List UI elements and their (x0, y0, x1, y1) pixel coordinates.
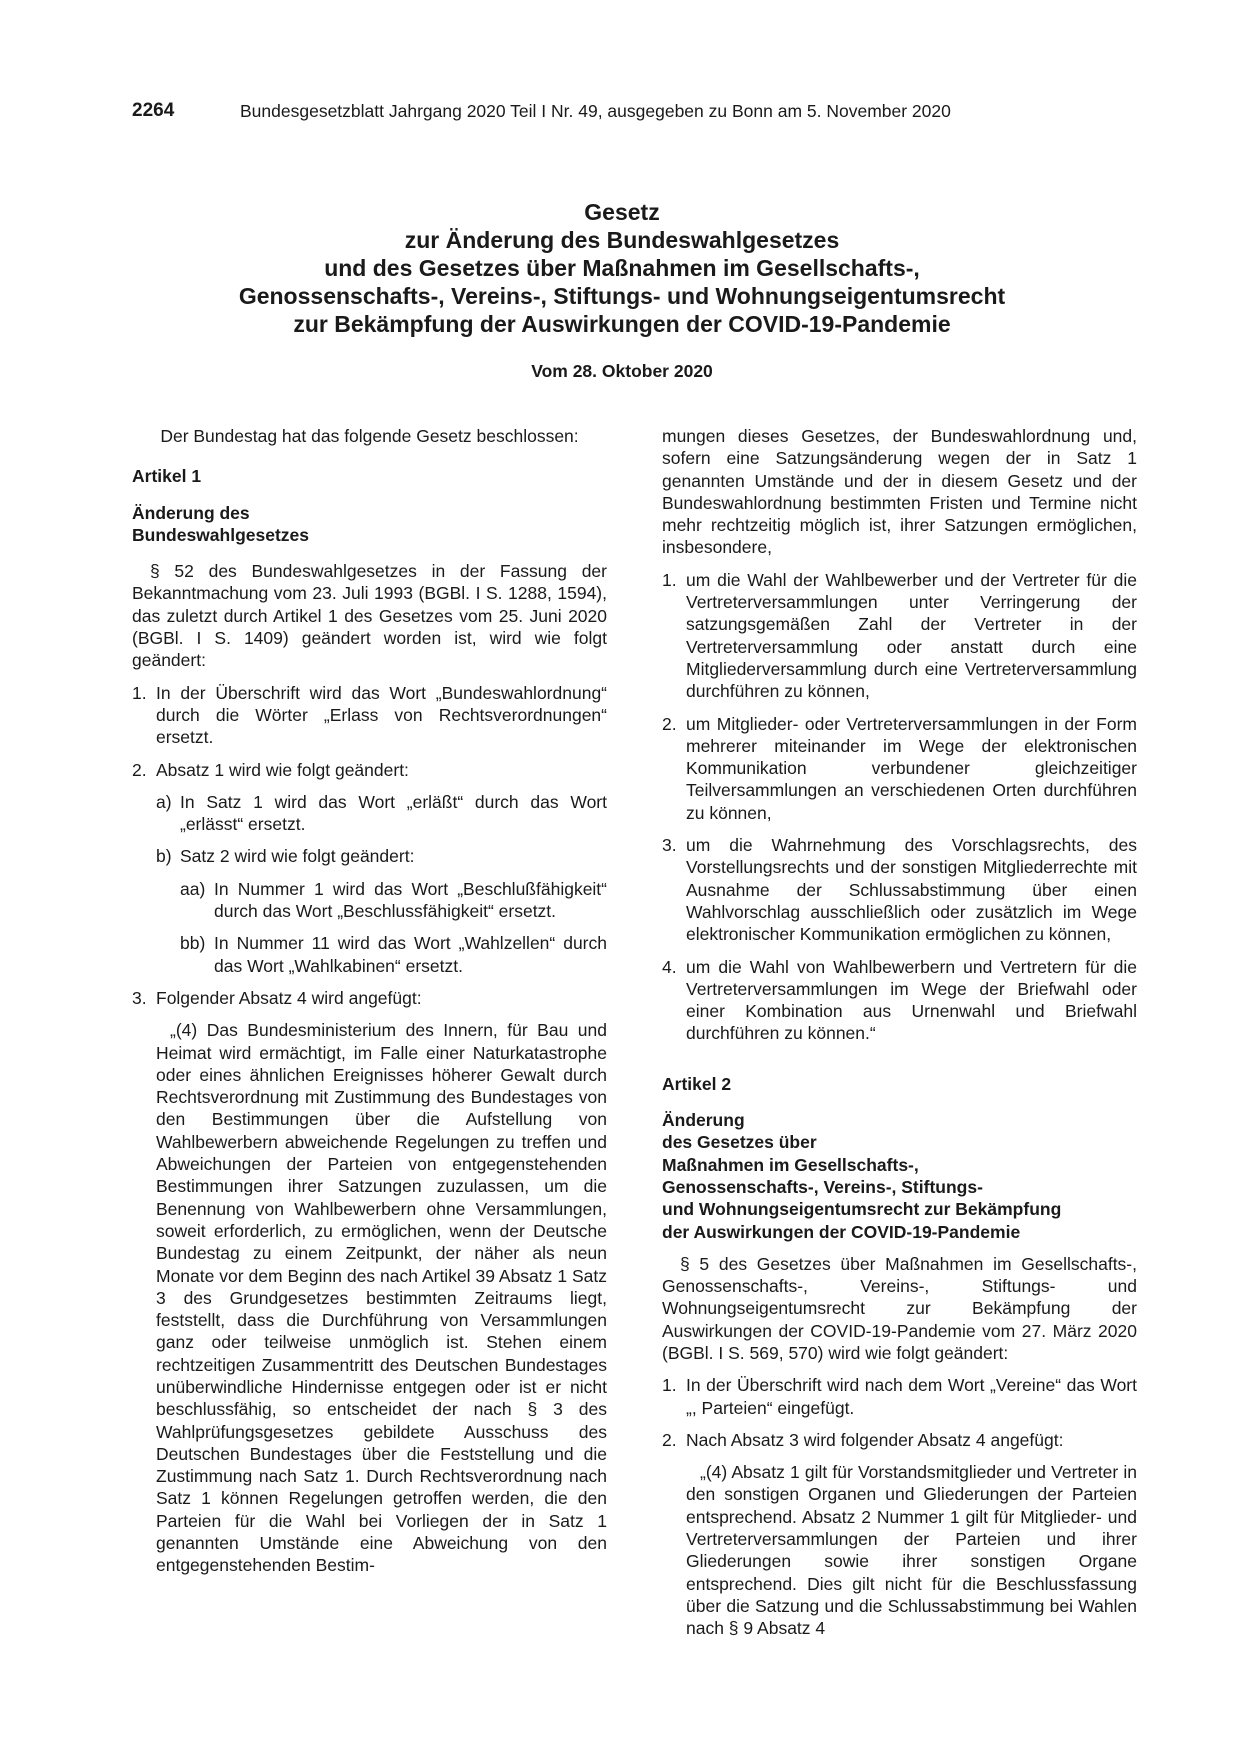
list-item (132, 878, 607, 923)
list-item (132, 845, 607, 867)
article-2-intro: § 5 des Gesetzes über Maßnahmen im Gesellschafts-, Genossenschafts-, Vereins-, Stiftungs- und Wohnungseigentumsrecht zur Bekämpfung der Auswirkungen der COVID-19-Pandemie vom 27. März 2020 (BGBl. I S. 569, 570) wird wie folgt geändert: (662, 1253, 1137, 1363)
continued-text: mungen dieses Gesetzes, der Bundeswahlordnung und, sofern eine Satzungsänderung wegen der in Satz 1 genannten Umstände und der in diesem Gesetz und der Bundeswahlordnung bestimmten Fristen und Termine nicht mehr rechtzeitig möglich ist, ihrer Satzungen ermöglichen, insbesondere, (662, 426, 1137, 558)
title-line: zur Änderung des Bundeswahlgesetzes (404, 227, 840, 253)
left-column (132, 425, 607, 1577)
right-column (662, 425, 1137, 1640)
item-number: 2. (662, 1429, 677, 1450)
item-number: 2. (132, 759, 147, 780)
item-text: um die Wahrnehmung des Vorschlagsrechts, des Vorstellungsrechts und der sonstigen Mitgliederrechte mit Ausnahme der Schlussabstimmung über einen Wahlvorschlag ausschließlich oder zusätzlich im Wege elektronischer Kommunikation ermöglichen zu können, (686, 835, 1137, 945)
item-number: 1. (662, 569, 677, 590)
list-item (662, 1374, 1137, 1419)
item-text: um Mitglieder- oder Vertreterversammlungen in der Form mehrerer miteinander im Wege der elektronischen Kommunikation verbundener gleichzeitiger Teilversammlungen an verschiedenen Orten durchführen zu können, (686, 713, 1137, 823)
item-text: Nach Absatz 3 wird folgender Absatz 4 angefügt: (686, 1429, 1064, 1450)
article-2-title: der Auswirkungen der COVID-19-Pandemie (662, 1221, 1021, 1242)
item-text: um die Wahl der Wahlbewerber und der Vertreter für die Vertreterversammlungen unter Verringerung der satzungsgemäßen Zahl der Vertreter in der Vertreterversammlung oder anstatt durch eine Mitgliederversammlung durch eine Vertreterversammlung durchführen zu können, (686, 569, 1137, 702)
article-1-intro: § 52 des Bundeswahlgesetzes in der Fassung der Bekanntmachung vom 23. Juli 1993 (BGBl. I S. 1288, 1594), das zuletzt durch Artikel 1 des Gesetzes vom 25. Juni 2020 (BGBl. I S. 1409) geändert worden ist, wird wie folgt geändert: (132, 561, 607, 671)
item-number: 4. (662, 956, 677, 977)
title-line: zur Bekämpfung der Auswirkungen der COVID-19-Pandemie (293, 311, 951, 337)
article-2-title: Genossenschafts-, Vereins-, Stiftungs- (662, 1176, 983, 1197)
list-item (132, 682, 607, 749)
item-letter: a) (156, 791, 172, 812)
item-letter: b) (156, 846, 172, 867)
page-number: 2264 (132, 100, 175, 121)
list-item (132, 987, 607, 1009)
article-1-label: Artikel 1 (132, 466, 202, 487)
article-1-title: Bundeswahlgesetzes (132, 524, 309, 545)
item-text: Folgender Absatz 4 wird angefügt: (156, 987, 422, 1008)
list-item (132, 932, 607, 977)
item-number: 2. (662, 713, 677, 734)
gazette-issue: Bundesgesetzblatt Jahrgang 2020 Teil I Nr. 49, ausgegeben zu Bonn am 5. November 2020 (240, 101, 951, 121)
item-text: In Satz 1 wird das Wort „erläßt“ durch das Wort „erlässt“ ersetzt. (180, 791, 607, 835)
item-number: 1. (662, 1375, 677, 1396)
item-number: 3. (132, 987, 147, 1008)
list-item (662, 956, 1137, 1045)
item-text: In der Überschrift wird nach dem Wort „Vereine“ das Wort „, Parteien“ eingefügt. (686, 1375, 1137, 1418)
item-text: In der Überschrift wird das Wort „Bundeswahlordnung“ durch die Wörter „Erlass von Rechtsverordnungen“ ersetzt. (156, 682, 607, 748)
item-number: 3. (662, 835, 677, 856)
title-line: Genossenschafts-, Vereins-, Stiftungs- und Wohnungseigentumsrecht (238, 283, 1006, 309)
list-item (132, 791, 607, 836)
list-item (662, 834, 1137, 945)
quoted-paragraph: „(4) Absatz 1 gilt für Vorstandsmitglieder und Vertreter in den sonstigen Organen und Gliederungen der Parteien entsprechend. Absatz 2 Nummer 1 gilt für Mitglieder- und Vertreterversammlungen der Parteien und ihrer Gliederungen sowie ihrer sonstigen Organe entsprechend. Dies gilt nicht für die Beschlussfassung über die Satzung und die Schlussabstimmung bei Wahlen nach § 9 Absatz 4 (686, 1462, 1137, 1639)
list-item (662, 713, 1137, 824)
title-line: und des Gesetzes über Maßnahmen im Gesellschafts-, (324, 255, 920, 281)
list-item (662, 1429, 1137, 1451)
quoted-paragraph: „(4) Das Bundesministerium des Innern, für Bau und Heimat wird ermächtigt, im Falle einer Naturkatastrophe oder eines ähnlichen Ereignisses höherer Gewalt durch Rechtsverordnung mit Zustimmung des Bundestages von den Bestimmungen über die Aufstellung von Wahlbewerbern abweichende Regelungen zu treffen und Abweichungen der Parteien von entgegenstehenden Bestimmungen ihrer Satzungen zuzulassen, um die Benennung von Wahlbewerbern ohne Versammlungen, soweit erforderlich, zu ermöglichen, wenn der Deutsche Bundestag zu einem Zeitpunkt, der näher als neun Monate vor dem Beginn des nach Artikel 39 Absatz 1 Satz 3 des Grundgesetzes bestimmten Zeitraums liegt, feststellt, dass die Durchführung von Versammlungen ganz oder teilweise unmöglich ist. Stehen einem rechtzeitigen Zusammentritt des Deutschen Bundestages unüberwindliche Hindernisse entgegen oder ist er nicht beschlussfähig, so entscheidet der nach § 3 des Wahlprüfungsgesetzes gebildete Ausschuss des Deutschen Bundestages über die Feststellung und die Zustimmung nach Satz 1. Durch Rechtsverordnung nach Satz 1 können Regelungen getroffen werden, die den Parteien für die Wahl bei Vorliegen der in Satz 1 genannten Umstände eine Abweichung von den entgegenstehenden Bestim- (156, 1020, 607, 1576)
item-number: 1. (132, 682, 147, 703)
item-text: In Nummer 1 wird das Wort „Beschlußfähigkeit“ durch das Wort „Beschlussfähigkeit“ ersetzt. (214, 878, 607, 922)
article-2-title: des Gesetzes über (662, 1132, 817, 1153)
enactment-clause: Der Bundestag hat das folgende Gesetz beschlossen: (160, 426, 579, 446)
list-item (662, 569, 1137, 703)
item-letter: bb) (180, 933, 206, 954)
article-2-title: und Wohnungseigentumsrecht zur Bekämpfung (662, 1199, 1062, 1220)
item-text: In Nummer 11 wird das Wort „Wahlzellen“ durch das Wort „Wahlkabinen“ ersetzt. (214, 933, 607, 976)
law-title (132, 198, 1112, 338)
law-date: Vom 28. Oktober 2020 (531, 361, 713, 381)
item-text: um die Wahl von Wahlbewerbern und Vertretern für die Vertreterversammlungen im Wege der Briefwahl oder einer Kombination aus Urnenwahl und Briefwahl durchführen zu können.“ (686, 956, 1137, 1044)
title-line: Gesetz (584, 199, 660, 225)
article-2-title: Maßnahmen im Gesellschafts-, (662, 1154, 919, 1175)
item-letter: aa) (180, 878, 206, 899)
list-item (132, 759, 607, 781)
article-1-title: Änderung des (132, 502, 250, 523)
article-2-label: Artikel 2 (662, 1073, 732, 1094)
item-text: Absatz 1 wird wie folgt geändert: (156, 759, 409, 780)
article-2-title: Änderung (662, 1110, 745, 1131)
item-text: Satz 2 wird wie folgt geändert: (180, 846, 415, 867)
